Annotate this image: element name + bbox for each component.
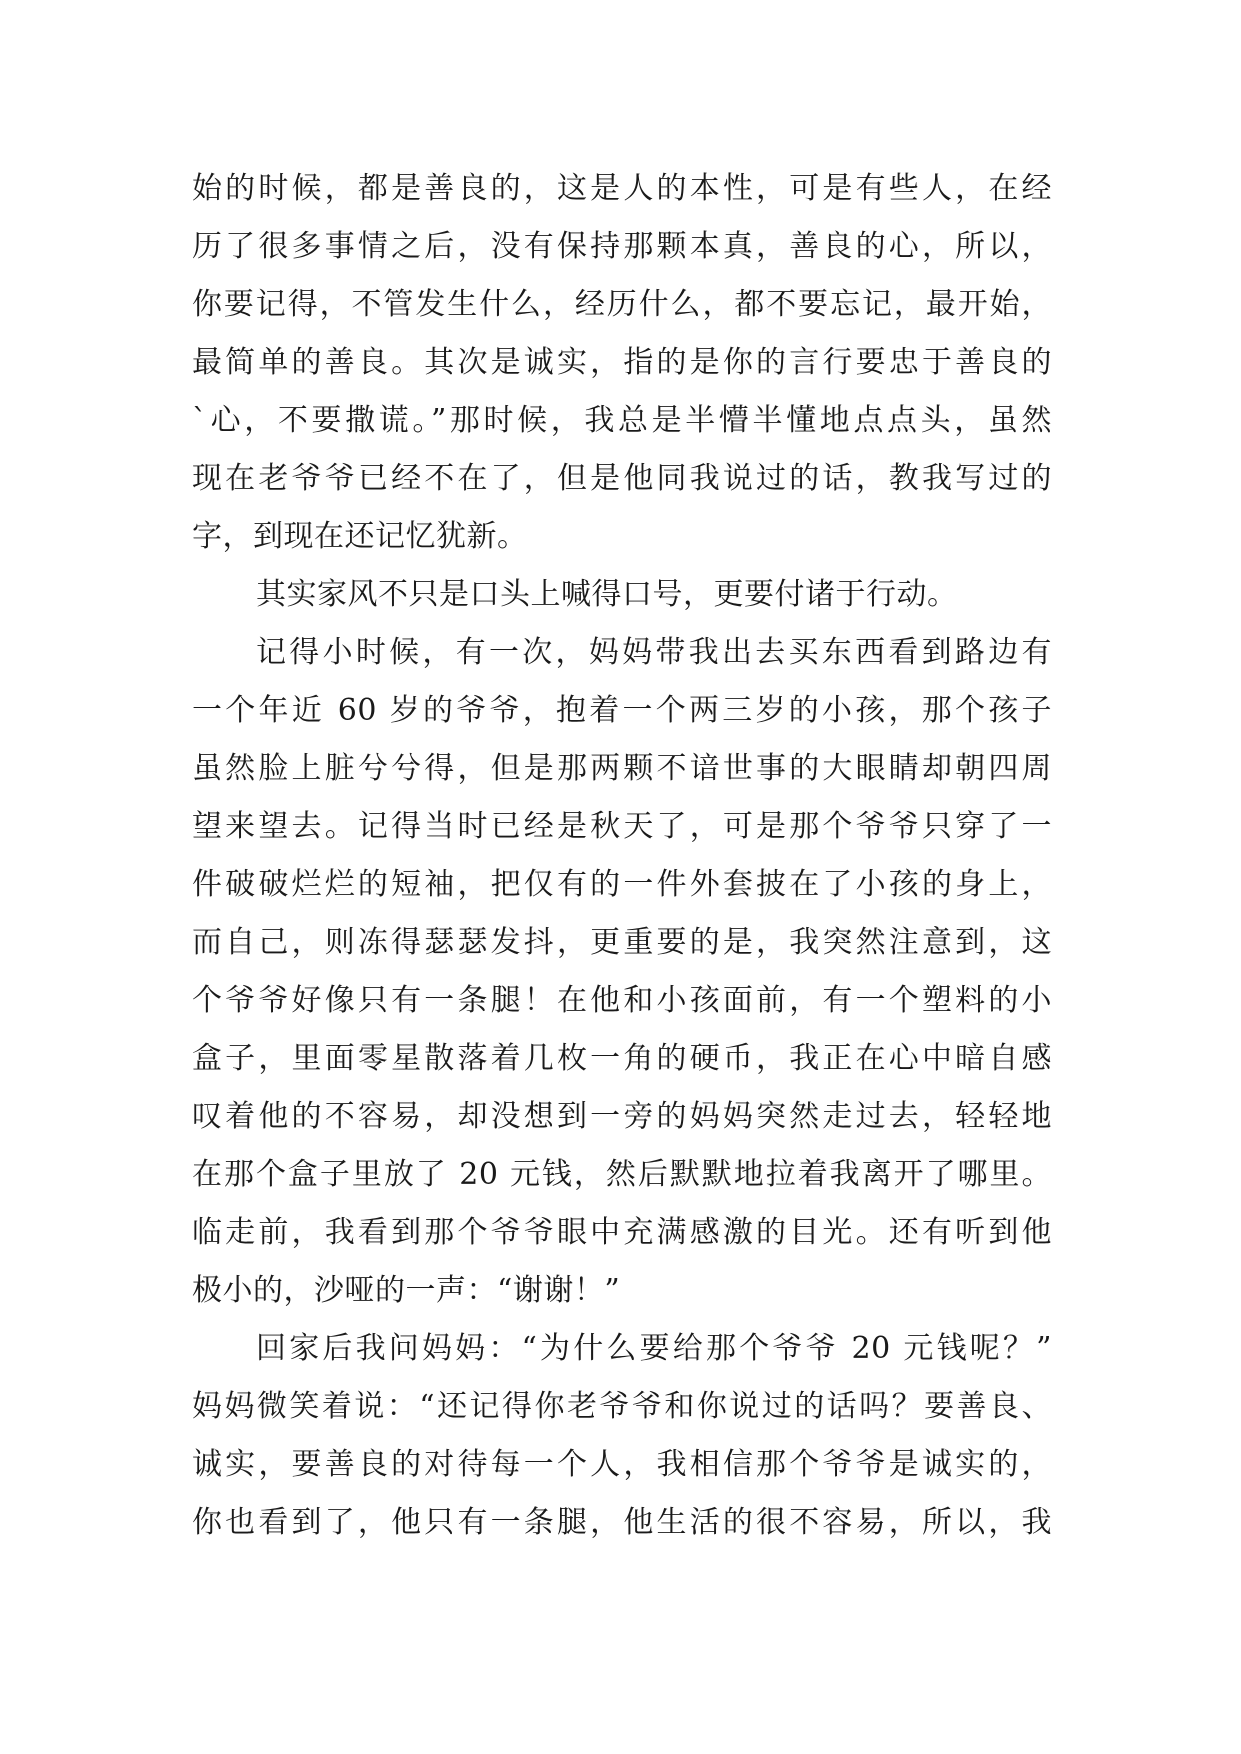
text-line: 盒子，里面零星散落着几枚一角的硬币，我正在心中暗自感 [192, 1041, 1052, 1076]
text-line: 字，到现在还记忆犹新。 [192, 519, 528, 554]
body-text [192, 160, 1052, 1552]
text-line: 件破破烂烂的短袖，把仅有的一件外套披在了小孩的身上， [192, 867, 1052, 902]
text-line: 一个年近 60 岁的爷爷，抱着一个两三岁的小孩，那个孩子 [192, 693, 1052, 728]
text-line: 你要记得，不管发生什么，经历什么，都不要忘记，最开始， [192, 287, 1052, 322]
text-line: 诚实，要善良的对待每一个人，我相信那个爷爷是诚实的， [192, 1447, 1052, 1482]
text-line: 历了很多事情之后，没有保持那颗本真，善良的心，所以， [192, 229, 1052, 264]
text-line: 始的时候，都是善良的，这是人的本性，可是有些人，在经 [192, 171, 1052, 206]
text-line: 叹着他的不容易，却没想到一旁的妈妈突然走过去，轻轻地 [192, 1099, 1052, 1134]
text-line: 妈妈微笑着说：“还记得你老爷爷和你说过的话吗？要善良、 [192, 1389, 1052, 1424]
text-line: 你也看到了，他只有一条腿，他生活的很不容易，所以，我 [192, 1505, 1052, 1540]
text-line: 个爷爷好像只有一条腿！在他和小孩面前，有一个塑料的小 [192, 983, 1052, 1018]
text-line: 极小的，沙哑的一声：“谢谢！” [192, 1273, 621, 1308]
text-line: 虽然脸上脏兮兮得，但是那两颗不谙世事的大眼睛却朝四周 [192, 751, 1052, 786]
text-line: 记得小时候，有一次，妈妈带我出去买东西看到路边有 [256, 635, 1052, 670]
text-line: 其实家风不只是口头上喊得口号，更要付诸于行动。 [256, 577, 958, 612]
text-line: 临走前，我看到那个爷爷眼中充满感激的目光。还有听到他 [192, 1215, 1052, 1250]
text-line: 现在老爷爷已经不在了，但是他同我说过的话，教我写过的 [192, 461, 1052, 496]
text-line: `心，不要撒谎。”那时候，我总是半懵半懂地点点头，虽然 [192, 403, 1052, 438]
text-line: 望来望去。记得当时已经是秋天了，可是那个爷爷只穿了一 [192, 809, 1052, 844]
text-line: 回家后我问妈妈：“为什么要给那个爷爷 20 元钱呢？” [256, 1331, 1052, 1366]
text-line: 在那个盒子里放了 20 元钱，然后默默地拉着我离开了哪里。 [192, 1157, 1052, 1192]
text-line: 最简单的善良。其次是诚实，指的是你的言行要忠于善良的 [192, 345, 1052, 380]
text-line: 而自己，则冻得瑟瑟发抖，更重要的是，我突然注意到，这 [192, 925, 1052, 960]
